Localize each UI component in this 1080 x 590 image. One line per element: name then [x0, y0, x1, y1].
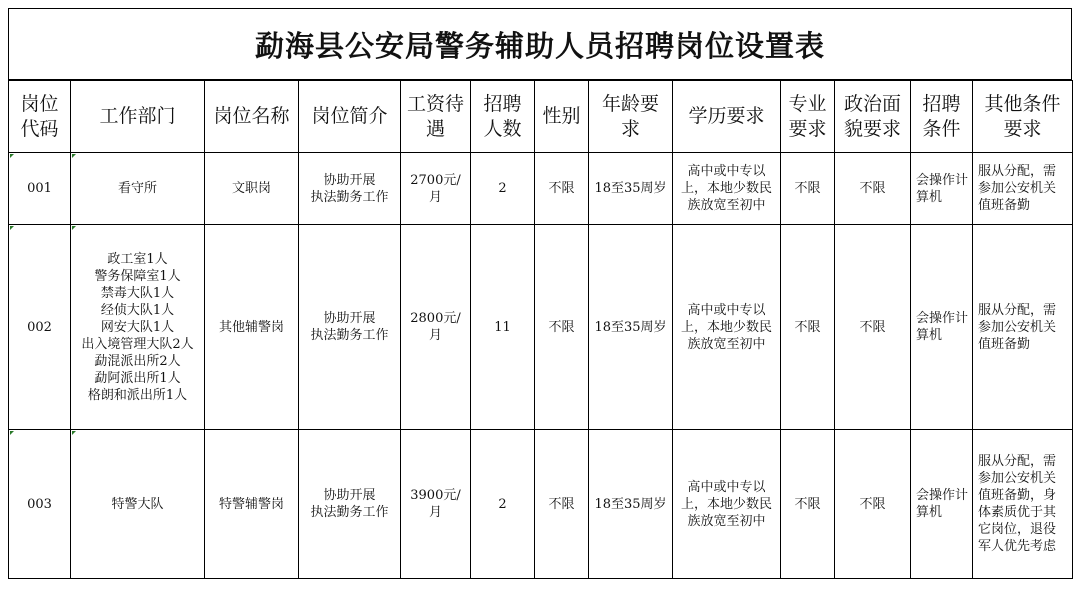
header-name: 岗位名称: [205, 81, 299, 153]
cell-dept: 特警大队: [71, 430, 205, 579]
header-count: 招聘 人数: [471, 81, 535, 153]
cell-count: 11: [471, 225, 535, 430]
positions-table: [8, 80, 1073, 579]
table-row: [9, 225, 1073, 430]
cell-count: 2: [471, 430, 535, 579]
cell-intro: 协助开展 执法勤务工作: [299, 153, 401, 225]
cell-code: 002: [9, 225, 71, 430]
cell-name: 文职岗: [205, 153, 299, 225]
cell-name: 特警辅警岗: [205, 430, 299, 579]
cell-gender: 不限: [535, 153, 589, 225]
header-row: [9, 81, 1073, 153]
cell-major: 不限: [781, 430, 835, 579]
cell-gender: 不限: [535, 430, 589, 579]
cell-count: 2: [471, 153, 535, 225]
cell-salary: 3900元/ 月: [401, 430, 471, 579]
cell-age: 18至35周岁: [589, 153, 673, 225]
cell-marker-icon: [72, 431, 76, 435]
cell-politics: 不限: [835, 153, 911, 225]
cell-intro: 协助开展 执法勤务工作: [299, 225, 401, 430]
header-major: 专业 要求: [781, 81, 835, 153]
cell-age: 18至35周岁: [589, 225, 673, 430]
cell-politics: 不限: [835, 430, 911, 579]
cell-dept: 政工室1人 警务保障室1人 禁毒大队1人 经侦大队1人 网安大队1人 出入境管理大队2人 勐混派出所2人 勐阿派出所1人 格朗和派出所1人: [71, 225, 205, 430]
header-code: 岗位 代码: [9, 81, 71, 153]
header-gender: 性别: [535, 81, 589, 153]
cell-marker-icon: [72, 154, 76, 158]
cell-politics: 不限: [835, 225, 911, 430]
header-dept: 工作部门: [71, 81, 205, 153]
cell-marker-icon: [10, 226, 14, 230]
cell-major: 不限: [781, 225, 835, 430]
title-row: [8, 8, 1072, 80]
header-age: 年龄要 求: [589, 81, 673, 153]
cell-intro: 协助开展 执法勤务工作: [299, 430, 401, 579]
cell-cond: 会操作计 算机: [911, 225, 973, 430]
header-salary: 工资待 遇: [401, 81, 471, 153]
header-intro: 岗位简介: [299, 81, 401, 153]
cell-name: 其他辅警岗: [205, 225, 299, 430]
header-cond: 招聘 条件: [911, 81, 973, 153]
cell-cond: 会操作计 算机: [911, 153, 973, 225]
cell-edu: 高中或中专以 上，本地少数民 族放宽至初中: [673, 430, 781, 579]
cell-major: 不限: [781, 153, 835, 225]
cell-marker-icon: [72, 226, 76, 230]
cell-other: 服从分配，需 参加公安机关 值班备勤: [973, 153, 1073, 225]
header-other: 其他条件 要求: [973, 81, 1073, 153]
recruitment-table-sheet: [8, 8, 1072, 582]
cell-dept: 看守所: [71, 153, 205, 225]
cell-code: 003: [9, 430, 71, 579]
cell-code: 001: [9, 153, 71, 225]
page-title: 勐海县公安局警务辅助人员招聘岗位设置表: [254, 28, 825, 63]
cell-marker-icon: [10, 431, 14, 435]
header-politics: 政治面 貌要求: [835, 81, 911, 153]
cell-salary: 2800元/ 月: [401, 225, 471, 430]
header-edu: 学历要求: [673, 81, 781, 153]
table-row: [9, 153, 1073, 225]
cell-cond: 会操作计 算机: [911, 430, 973, 579]
cell-marker-icon: [10, 154, 14, 158]
table-row: [9, 430, 1073, 579]
cell-other: 服从分配，需 参加公安机关 值班备勤: [973, 225, 1073, 430]
cell-other: 服从分配，需 参加公安机关 值班备勤，身 体素质优于其 它岗位，退役 军人优先考虑: [973, 430, 1073, 579]
cell-age: 18至35周岁: [589, 430, 673, 579]
cell-edu: 高中或中专以 上，本地少数民 族放宽至初中: [673, 225, 781, 430]
cell-salary: 2700元/ 月: [401, 153, 471, 225]
cell-gender: 不限: [535, 225, 589, 430]
cell-edu: 高中或中专以 上，本地少数民 族放宽至初中: [673, 153, 781, 225]
